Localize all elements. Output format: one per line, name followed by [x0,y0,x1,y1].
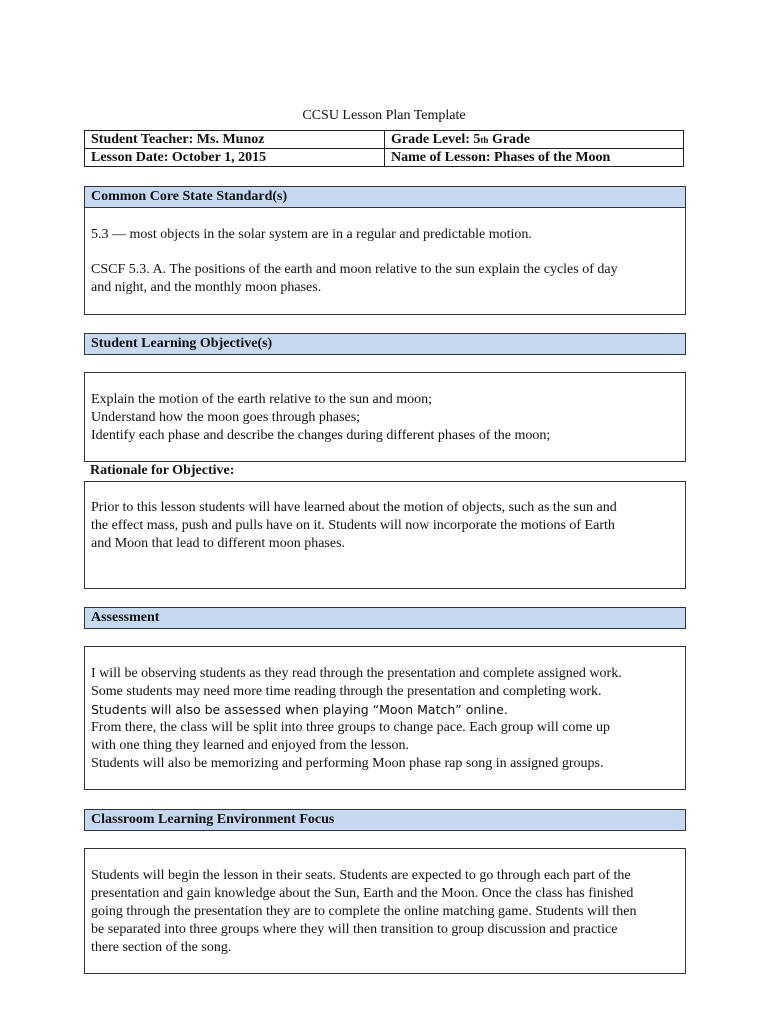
header-row-1 [84,130,684,149]
assessment-line: From there, the class will be split into three groups to change pace. Each group will come up [91,720,611,735]
standards-box [84,207,686,315]
environment-line: there section of the song. [91,940,232,955]
objective-line: Identify each phase and describe the changes during different phases of the moon; [91,428,551,443]
assessment-line: I will be observing students as they read through the presentation and complete assigned work. [91,666,622,681]
standards-heading: Common Core State Standard(s) [84,186,686,208]
environment-line: going through the presentation they are to complete the online matching game. Students will then [91,904,637,919]
assessment-box [84,646,686,790]
environment-box [84,848,686,974]
document-title: CCSU Lesson Plan Template [302,108,466,123]
standards-line-2: CSCF 5.3. A. The positions of the earth and moon relative to the sun explain the cycles of day [91,262,618,277]
environment-line: Students will begin the lesson in their seats. Students are expected to go through each part of the [91,868,631,883]
grade-level-prefix: Grade Level: 5 [391,131,481,147]
student-teacher-cell: Student Teacher: Ms. Munoz [85,131,385,148]
rationale-line: and Moon that lead to different moon phases. [91,536,346,551]
rationale-line: the effect mass, push and pulls have on it. Students will now incorporate the motions of Earth [91,518,615,533]
rationale-box [84,481,686,589]
objectives-heading: Student Learning Objective(s) [84,333,686,355]
rationale-heading: Rationale for Objective: [90,463,235,478]
grade-level-suffix: Grade [488,131,531,147]
assessment-line: with one thing they learned and enjoyed from the lesson. [91,738,410,753]
assessment-line: Students will also be assessed when playing “Moon Match” online. [91,702,508,717]
standards-line-3: and night, and the monthly moon phases. [91,280,322,295]
objective-line: Understand how the moon goes through phases; [91,410,361,425]
environment-line: be separated into three groups where they will then transition to group discussion and practice [91,922,618,937]
lesson-date-cell: Lesson Date: October 1, 2015 [85,149,385,166]
assessment-line: Students will also be memorizing and performing Moon phase rap song in assigned groups. [91,756,604,771]
grade-level-cell: Grade Level: 5 th Grade [391,131,531,147]
environment-line: presentation and gain knowledge about the Sun, Earth and the Moon. Once the class has finished [91,886,634,901]
assessment-line: Some students may need more time reading through the presentation and completing work. [91,684,602,699]
objectives-box [84,372,686,462]
standards-line-1: 5.3 — most objects in the solar system are in a regular and predictable motion. [91,227,532,242]
environment-heading: Classroom Learning Environment Focus [84,809,686,831]
rationale-line: Prior to this lesson students will have learned about the motion of objects, such as the sun and [91,500,617,515]
header-row-2 [84,149,684,167]
assessment-heading: Assessment [84,607,686,629]
objective-line: Explain the motion of the earth relative to the sun and moon; [91,392,432,407]
lesson-name-cell: Name of Lesson: Phases of the Moon [391,149,611,165]
